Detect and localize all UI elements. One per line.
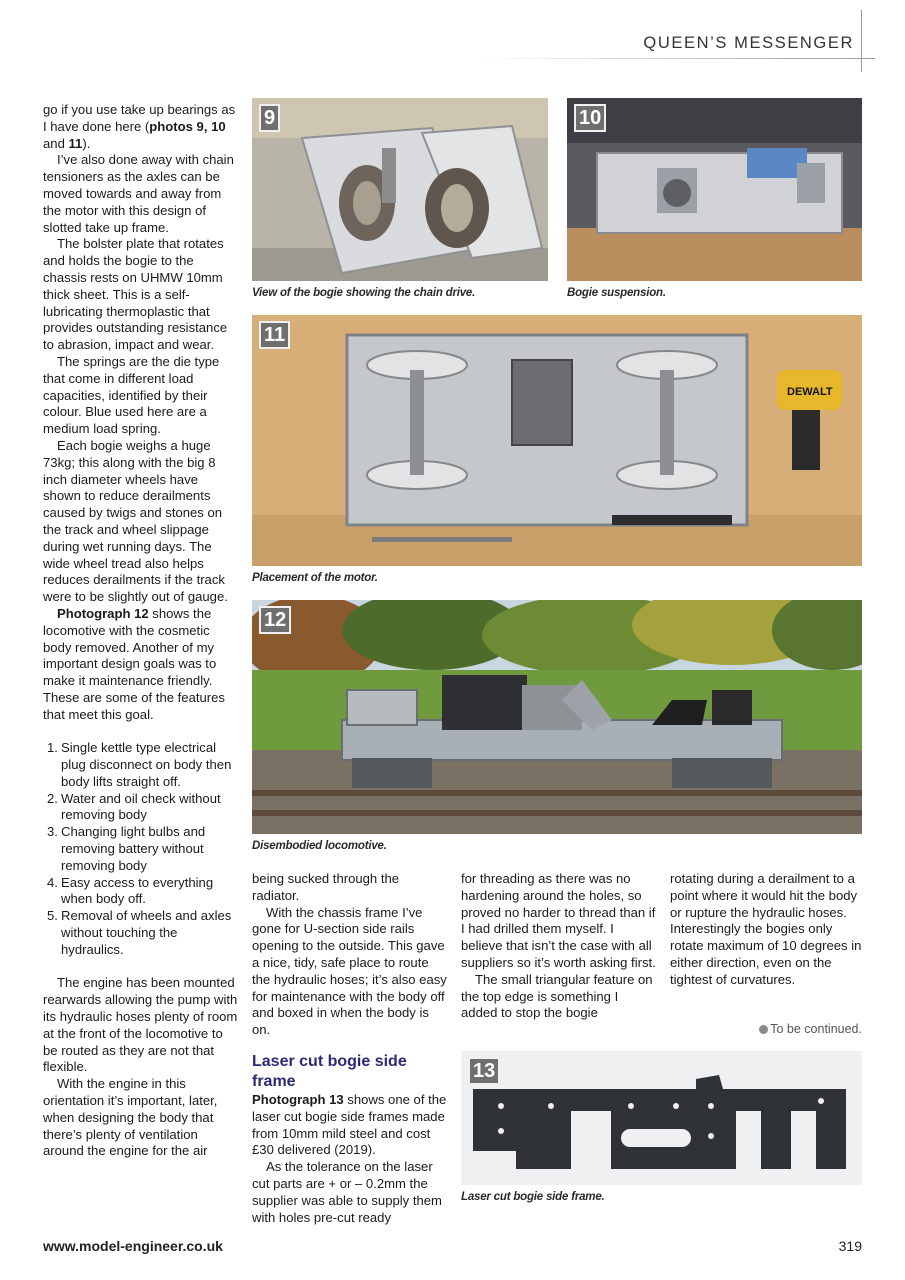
photo-12-disembodied-locomotive	[252, 600, 862, 834]
photo-13-caption: Laser cut bogie side frame.	[461, 1191, 605, 1203]
list-item: 5. Removal of wheels and axles without touching the hydraulics.	[47, 908, 232, 957]
photo-13-laser-cut-side-frame	[461, 1051, 862, 1185]
paragraph: As the tolerance on the laser cut parts are + or – 0.2mm the supplier was able to supply them with holes pre-cut ready	[252, 1159, 442, 1225]
paragraph: Photograph 13 shows one of the laser cut bogie side frames made from 10mm mild steel and cost £30 delivered (2019).	[252, 1091, 447, 1158]
photo-number-badge: 13	[468, 1057, 500, 1085]
list-item: 2. Water and oil check without removing body	[47, 790, 221, 823]
photo-10-bogie-suspension	[567, 98, 862, 281]
photo-12-caption: Disembodied locomotive.	[252, 840, 387, 852]
section-title: QUEEN’S MESSENGER	[643, 34, 854, 52]
paragraph: Each bogie weighs a huge 73kg; this along with the big 8 inch diameter wheels have shown to reduce derailments caused by twigs and stones on the track and wheel slippage during wet running days. The wide wheel tread also helps reduces derailments if the track were to be slightly out of gauge.	[43, 437, 228, 605]
photo-number-badge: 11	[259, 321, 290, 349]
paragraph: With the engine in this orientation it’s important, later, when designing the body that there’s plenty of ventilation around the engine for the air	[43, 1076, 218, 1159]
paragraph: The bolster plate that rotates and holds the bogie to the chassis rests on UHMW 10mm thick sheet. This is a self- lubricating thermoplastic that provides outstanding resistance to abrasion, impact and wear.	[43, 236, 228, 353]
paragraph: With the chassis frame I’ve gone for U-section side rails opening to the outside. This gave a nice, tidy, safe place to route the hydraulic hoses; it’s also easy for maintenance with the body off and boxed in when the body is on.	[252, 904, 447, 1038]
drill-brand-label: DEWALT	[787, 386, 833, 398]
photo-number-badge: 10	[574, 104, 606, 132]
feature-list	[43, 740, 239, 958]
paragraph: The small triangular feature on the top edge is something I added to stop the bogie	[461, 971, 653, 1021]
paragraph: for threading as there was no hardening around the holes, so proved no harder to thread than if I had drilled them myself. I believe that isn’t the case with all suppliers so it’s worth asking first.	[461, 871, 656, 970]
list-item: 4. Easy access to everything when body off.	[47, 874, 214, 907]
photo-10-caption: Bogie suspension.	[567, 287, 666, 299]
photo-number-badge: 9	[259, 104, 280, 132]
bullet-dot-icon	[759, 1025, 768, 1034]
text-column-2	[252, 871, 448, 1226]
page-number: 319	[838, 1238, 862, 1254]
paragraph: rotating during a derailment to a point where it would hit the body or rupture the hydraulic hoses. Interestingly the bogies only rotate maximum of 10 degrees in either direction, even on the tightest of curvatures.	[670, 871, 862, 987]
photo-11-caption: Placement of the motor.	[252, 572, 378, 584]
photo-9-caption: View of the bogie showing the chain drive.	[252, 287, 476, 299]
list-item: 1. Single kettle type electrical plug disconnect on body then body lifts straight off.	[47, 740, 232, 789]
paragraph: go if you use take up bearings as I have done here (photos 9, 10 and 11).	[43, 102, 236, 151]
photo-11-motor-placement	[252, 315, 862, 566]
header-vertical-rule	[861, 10, 862, 72]
text-column-1	[43, 102, 239, 1160]
paragraph: I’ve also done away with chain tensioners as the axles can be moved towards and away from the motor with this design of slotted take up frame.	[43, 152, 234, 235]
paragraph: being sucked through the radiator.	[252, 871, 400, 903]
text-column-3	[461, 871, 656, 1022]
photo-number-badge: 12	[259, 606, 291, 634]
text-column-4	[670, 871, 865, 989]
photo-9-bogie-chain-drive	[252, 98, 548, 281]
header-rule	[470, 58, 875, 59]
subheading: Laser cut bogie side frame	[252, 1052, 407, 1090]
paragraph: The engine has been mounted rearwards allowing the pump with its hydraulic hoses plenty of room at the front of the locomotive to be routed as they are not that flexible.	[43, 975, 238, 1075]
paragraph: The springs are the die type that come in different load capacities, identified by their colour. Blue used here are a medium load spring.	[43, 353, 220, 437]
paragraph: Photograph 12 shows the locomotive with the cosmetic body removed. Another of my important design goals was to make it maintenance friendly. These are some of the features that meet this goal.	[43, 605, 225, 722]
list-item: 3. Changing light bulbs and removing battery without removing body	[47, 824, 206, 873]
footer-website: www.model-engineer.co.uk	[43, 1238, 223, 1254]
to-be-continued: To be continued.	[700, 1022, 862, 1036]
